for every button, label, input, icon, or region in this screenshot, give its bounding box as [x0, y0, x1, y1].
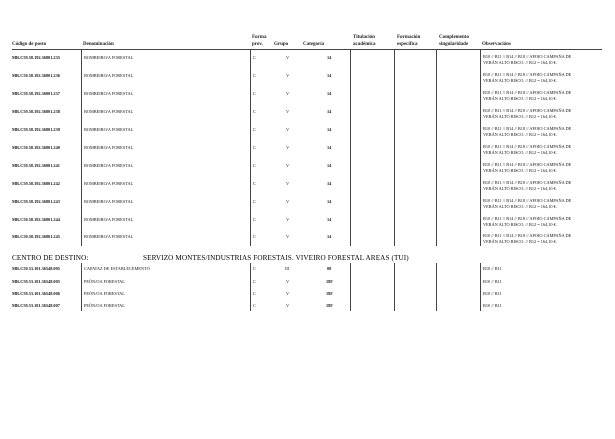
row-grupo: V [286, 199, 290, 204]
row-forma: C [253, 163, 256, 168]
row-observacions-line2: VERÁN ALTO RISCO. // B12 = 164,10 €. [483, 186, 557, 191]
column-divider [350, 50, 351, 246]
row-observacions: B10 // B11 [483, 291, 502, 296]
row-observacions-line1: B10 // B11 // B14 // B18 // APOIO CAMPAÑA DE [483, 54, 572, 59]
row-categoria: 14 [327, 199, 332, 204]
row-grupo: V [286, 181, 290, 186]
row-code: MR.C59.53.101.36548.006 [12, 291, 60, 296]
row-denominacion: BOMBEIRO/A FORESTAL [84, 127, 134, 132]
row-categoria: 14 [327, 217, 332, 222]
row-observacions-line1: B10 // B11 // B14 // B18 // APOIO CAMPAÑA DE [483, 233, 572, 238]
column-divider [81, 263, 82, 311]
row-categoria: 14 [327, 127, 332, 132]
row-denominacion: PEÓN/OA FORESTAL [84, 303, 125, 308]
row-observacions-line2: VERÁN ALTO RISCO. // B12 = 164,10 €. [483, 150, 557, 155]
centro-value: SERVIZO MONTES/INDUSTRIAS FORESTAIS. VIVEIRO FORESTAL AREAS (TUI) [143, 254, 409, 262]
row-denominacion: BOMBEIRO/A FORESTAL [84, 91, 134, 96]
row-code: MR.C59.53.101.36548.005 [12, 279, 60, 284]
row-categoria: 08 [327, 266, 332, 271]
row-categoria: 14 [327, 163, 332, 168]
row-code: MR.C59.58.192.36801.236 [12, 73, 60, 78]
column-divider [480, 263, 481, 311]
header-formacion-line1: Formación [397, 35, 421, 40]
row-categoria: 14 [327, 91, 332, 96]
row-grupo: III [285, 266, 290, 271]
header-titulacion-line2: académica [353, 42, 376, 47]
row-categoria: 14 [327, 181, 332, 186]
header-rule [12, 49, 602, 50]
column-divider [394, 50, 395, 246]
row-observacions-line1: B10 // B11 // B14 // B18 // APOIO CAMPAÑA DE [483, 180, 572, 185]
row-forma: C [253, 73, 256, 78]
row-grupo: V [286, 145, 290, 150]
header-grupo: Grupo [274, 42, 289, 47]
row-forma: C [253, 181, 256, 186]
header-denominacion: Denominación [83, 42, 114, 47]
row-categoria: 18F [326, 303, 333, 308]
row-forma: C [253, 303, 256, 308]
row-observacions: B10 // B11 [483, 303, 502, 308]
row-code: MR.C59.58.192.36801.237 [12, 91, 60, 96]
header-categoria: Categoría [303, 42, 325, 47]
header-forma-line2: prov. [252, 42, 263, 47]
row-denominacion: BOMBEIRO/A FORESTAL [84, 234, 134, 239]
row-code: MR.C59.58.192.36801.238 [12, 109, 60, 114]
row-denominacion: BOMBEIRO/A FORESTAL [84, 73, 134, 78]
row-grupo: V [286, 109, 290, 114]
row-observacions-line2: VERÁN ALTO RISCO. // B12 = 164,10 €. [483, 222, 557, 227]
row-code: MR.C59.53.101.36548.007 [12, 303, 60, 308]
header-complemento-line2: singularidade [439, 42, 469, 47]
row-forma: C [253, 279, 256, 284]
column-divider [250, 263, 251, 311]
row-categoria: 14 [327, 73, 332, 78]
row-code: MR.C59.58.192.36801.235 [12, 55, 60, 60]
row-categoria: 14 [327, 145, 332, 150]
row-categoria: 14 [327, 55, 332, 60]
row-code: MR.C59.58.192.36801.243 [12, 199, 60, 204]
header-formacion-line2: específica [397, 42, 418, 47]
header-complemento-line1: Complemento [439, 35, 469, 40]
row-categoria: 18F [326, 279, 333, 284]
row-categoria: 14 [327, 109, 332, 114]
row-observacions-line1: B10 // B11 // B14 // B18 // APOIO CAMPAÑA DE [483, 90, 572, 95]
row-observacions-line1: B10 // B11 // B14 // B18 // APOIO CAMPAÑA DE [483, 216, 572, 221]
row-forma: C [253, 199, 256, 204]
row-grupo: V [286, 73, 290, 78]
header-observacions: Observacións [482, 42, 511, 47]
row-forma: C [253, 127, 256, 132]
row-forma: C [253, 291, 256, 296]
row-observacions: B10 // B11 [483, 266, 502, 271]
row-denominacion: BOMBEIRO/A FORESTAL [84, 217, 134, 222]
row-observacions-line1: B10 // B11 // B14 // B18 // APOIO CAMPAÑA DE [483, 198, 572, 203]
row-denominacion: BOMBEIRO/A FORESTAL [84, 163, 134, 168]
column-divider [81, 50, 82, 246]
row-forma: C [253, 145, 256, 150]
row-grupo: V [286, 279, 290, 284]
row-grupo: V [286, 303, 290, 308]
row-denominacion: CAPATAZ DE ESTABLECEMENTO [84, 266, 150, 271]
column-divider [394, 263, 395, 311]
row-grupo: V [286, 55, 290, 60]
row-denominacion: BOMBEIRO/A FORESTAL [84, 181, 134, 186]
row-categoria: 14 [327, 234, 332, 239]
row-observacions-line1: B10 // B11 // B14 // B18 // APOIO CAMPAÑA DE [483, 162, 572, 167]
column-divider [436, 50, 437, 246]
row-code: MR.C59.58.192.36801.244 [12, 217, 60, 222]
row-observacions-line2: VERÁN ALTO RISCO. // B12 = 164,10 €. [483, 204, 557, 209]
row-code: MR.C59.58.192.36801.245 [12, 234, 60, 239]
row-observacions-line2: VERÁN ALTO RISCO. // B12 = 164,10 €. [483, 60, 557, 65]
row-observacions-line2: VERÁN ALTO RISCO. // B12 = 164,10 €. [483, 132, 557, 137]
column-divider [480, 50, 481, 246]
row-observacions: B10 // B11 [483, 279, 502, 284]
row-denominacion: PEÓN/OA FORESTAL [84, 291, 125, 296]
row-grupo: V [286, 217, 290, 222]
row-observacions-line2: VERÁN ALTO RISCO. // B12 = 164,10 €. [483, 96, 557, 101]
row-code: MR.C59.58.192.36801.239 [12, 127, 60, 132]
row-denominacion: BOMBEIRO/A FORESTAL [84, 109, 134, 114]
row-grupo: V [286, 291, 290, 296]
row-observacions-line2: VERÁN ALTO RISCO. // B12 = 164,10 €. [483, 78, 557, 83]
column-divider [250, 50, 251, 246]
header-codigo: Código de posto [12, 42, 47, 47]
row-code: MR.C59.53.101.36548.005 [12, 266, 60, 271]
row-grupo: V [286, 163, 290, 168]
row-forma: C [253, 55, 256, 60]
row-forma: C [253, 91, 256, 96]
column-divider [350, 263, 351, 311]
centro-label: CENTRO DE DESTINO: [12, 254, 89, 262]
row-observacions-line1: B10 // B11 // B14 // B18 // APOIO CAMPAÑA DE [483, 72, 572, 77]
header-titulacion-line1: Titulación [353, 35, 375, 40]
row-forma: C [253, 234, 256, 239]
row-code: MR.C59.58.192.36801.241 [12, 163, 60, 168]
row-code: MR.C59.58.192.36801.240 [12, 145, 60, 150]
row-denominacion: BOMBEIRO/A FORESTAL [84, 145, 134, 150]
header-forma-line1: Forma [252, 35, 267, 40]
row-observacions-line2: VERÁN ALTO RISCO. // B12 = 164,10 €. [483, 114, 557, 119]
row-observacions-line1: B10 // B11 // B14 // B18 // APOIO CAMPAÑA DE [483, 126, 572, 131]
row-observacions-line2: VERÁN ALTO RISCO. // B12 = 164,10 €. [483, 168, 557, 173]
row-forma: C [253, 217, 256, 222]
row-denominacion: BOMBEIRO/A FORESTAL [84, 55, 134, 60]
row-forma: C [253, 109, 256, 114]
row-observacions-line1: B10 // B11 // B14 // B18 // APOIO CAMPAÑA DE [483, 144, 572, 149]
row-code: MR.C59.58.192.36801.242 [12, 181, 60, 186]
row-denominacion: PEÓN/OA FORESTAL [84, 279, 125, 284]
row-observacions-line2: VERÁN ALTO RISCO. // B12 = 164,10 €. [483, 239, 557, 244]
row-categoria: 18F [326, 291, 333, 296]
row-grupo: V [286, 127, 290, 132]
row-forma: C [253, 266, 256, 271]
row-observacions-line1: B10 // B11 // B14 // B18 // APOIO CAMPAÑA DE [483, 108, 572, 113]
row-grupo: V [286, 91, 290, 96]
row-grupo: V [286, 234, 290, 239]
column-divider [436, 263, 437, 311]
row-denominacion: BOMBEIRO/A FORESTAL [84, 199, 134, 204]
